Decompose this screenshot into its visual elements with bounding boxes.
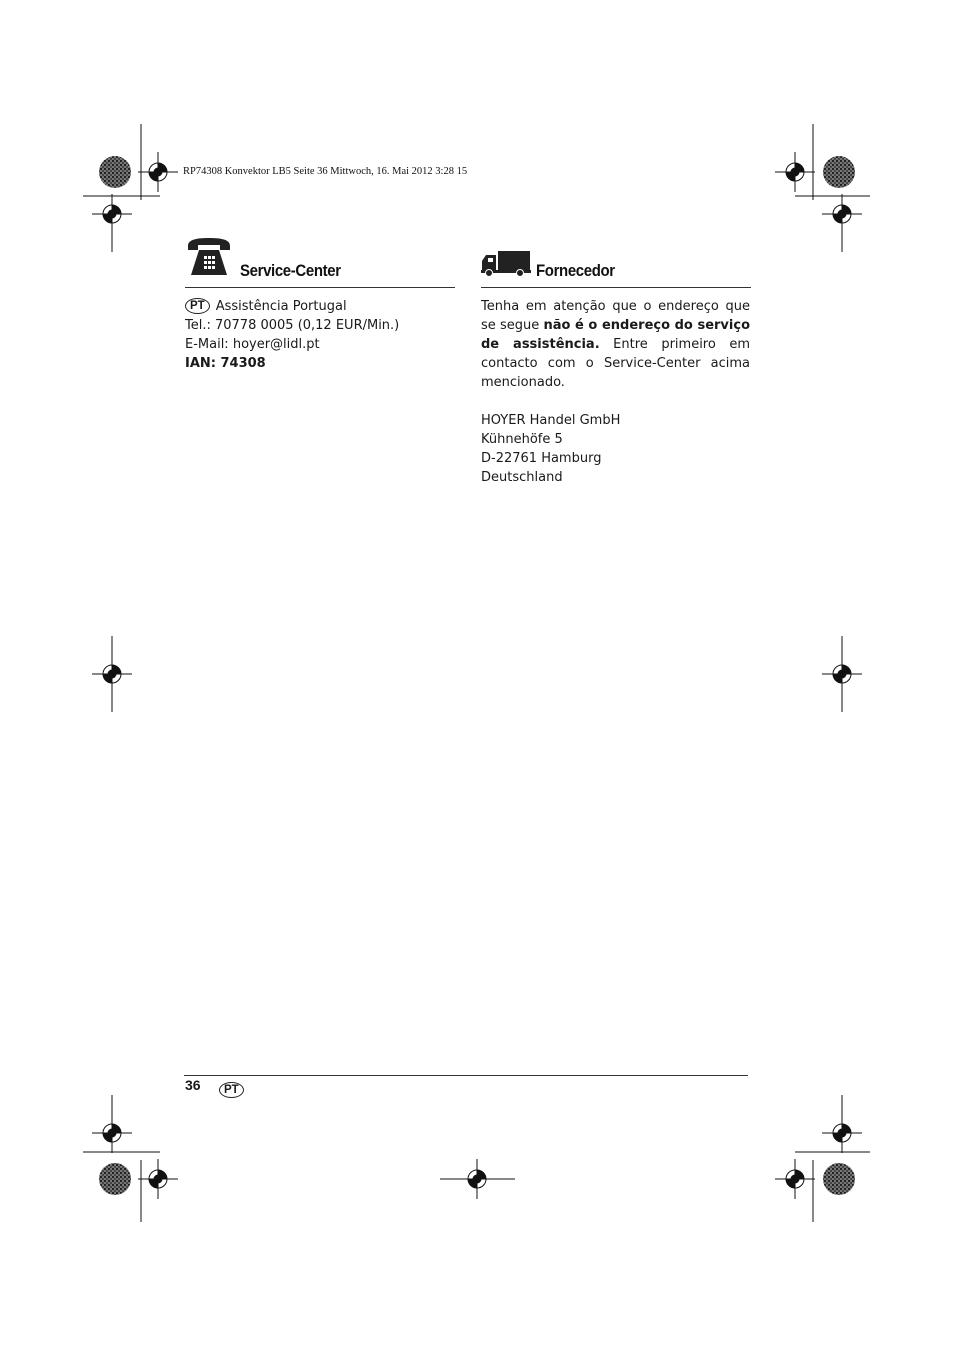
- address-line: Kühnehöfe 5: [481, 432, 563, 447]
- page-number: 36: [185, 1077, 201, 1093]
- telephone-icon: [185, 237, 233, 277]
- service-center-section: [185, 235, 455, 373]
- ian-line: IAN: 74308: [185, 356, 266, 371]
- color-bar-dial: [823, 156, 855, 188]
- fornecedor-header: [481, 235, 751, 288]
- fornecedor-title: Fornecedor: [536, 261, 615, 280]
- country-badge: PT: [185, 298, 210, 314]
- color-bar-dial: [99, 1163, 131, 1195]
- address-line: Deutschland: [481, 470, 563, 485]
- address-line: HOYER Handel GmbH: [481, 413, 621, 428]
- country-label: Assistência Portugal: [215, 299, 347, 314]
- footer-country-badge: PT: [219, 1079, 250, 1098]
- truck-icon: [481, 249, 531, 277]
- supplier-notice: Tenha em atenção que o endereço que se segue não é o endereço do serviço de assistência. Entre primeiro em contacto com o Service-Center acima mencionado.: [481, 299, 751, 390]
- footer-rule: [184, 1075, 748, 1076]
- service-center-details: [185, 297, 455, 373]
- phone-line: Tel.: 70778 0005 (0,12 EUR/Min.): [185, 318, 400, 333]
- email-line: E-Mail: hoyer@lidl.pt: [185, 337, 320, 352]
- fornecedor-details: [481, 297, 751, 487]
- fornecedor-section: [481, 235, 751, 487]
- service-center-header: [185, 235, 455, 288]
- supplier-address: [481, 411, 751, 487]
- color-bar-dial: [99, 156, 131, 188]
- address-line: D-22761 Hamburg: [481, 451, 602, 466]
- color-bar-dial: [823, 1163, 855, 1195]
- country-line: [185, 297, 455, 316]
- service-center-title: Service-Center: [240, 261, 341, 280]
- print-slug: RP74308 Konvektor LB5 Seite 36 Mittwoch, 16. Mai 2012 3:28 15: [183, 166, 468, 177]
